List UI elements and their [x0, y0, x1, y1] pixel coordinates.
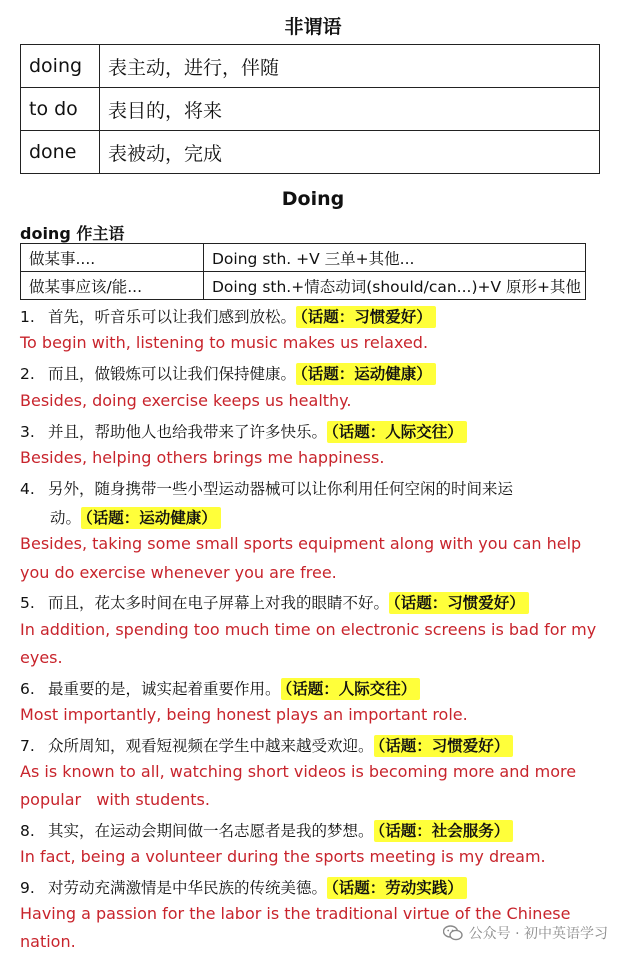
example-zh	[20, 362, 436, 384]
example-zh	[20, 305, 436, 327]
example-en: In fact, being a volunteer during the sports meeting is my dream.	[20, 847, 546, 866]
example-en: Most importantly, being honest plays an important role.	[20, 705, 468, 724]
wechat-icon	[443, 925, 463, 941]
example-en: As is known to all, watching short videos is becoming more and more	[20, 762, 577, 781]
example-zh	[20, 591, 529, 613]
table-cell-zh: 做某事应该/能...	[21, 272, 204, 300]
example-zh-text: 首先，听音乐可以让我们感到放松。	[48, 308, 297, 326]
table-row	[21, 131, 600, 174]
example-number: 5.	[20, 594, 35, 612]
example-en: you do exercise whenever you are free.	[20, 563, 337, 582]
topic-tag: （话题：运动健康）	[296, 363, 436, 385]
example-zh-text: 而且，花太多时间在电子屏幕上对我的眼睛不好。	[48, 594, 390, 612]
table-cell-meaning: 表被动，完成	[100, 131, 600, 174]
table-cell-zh: 做某事....	[21, 244, 204, 272]
topic-tag: （话题：习惯爱好）	[374, 735, 514, 757]
table-cell-form: done	[21, 131, 100, 174]
example-number: 8.	[20, 822, 35, 840]
table-row	[21, 88, 600, 131]
example-zh-text: 众所周知，观看短视频在学生中越来越受欢迎。	[48, 737, 374, 755]
example-zh	[20, 876, 467, 898]
topic-tag: （话题：习惯爱好）	[389, 592, 529, 614]
example-number: 7.	[20, 737, 35, 755]
page-title: 非谓语	[284, 16, 342, 38]
example-zh	[20, 420, 467, 442]
example-zh-text: 并且，帮助他人也给我带来了许多快乐。	[48, 423, 328, 441]
example-zh-text: 其实，在运动会期间做一名志愿者是我的梦想。	[48, 822, 374, 840]
example-en: Besides, doing exercise keeps us healthy.	[20, 391, 352, 410]
example-number: 3.	[20, 423, 35, 441]
topic-tag: （话题：习惯爱好）	[296, 306, 436, 328]
example-number: 4.	[20, 480, 35, 498]
topic-tag: （话题：社会服务）	[374, 820, 514, 842]
topic-tag: （话题：劳动实践）	[327, 877, 467, 899]
topic-tag: （话题：人际交往）	[281, 678, 421, 700]
example-zh-text: 而且，做锻炼可以让我们保持健康。	[48, 365, 297, 383]
example-number: 6.	[20, 680, 35, 698]
watermark-text: 公众号 · 初中英语学习	[468, 926, 608, 942]
table-cell-form: to do	[21, 88, 100, 131]
topic-tag: （话题：人际交往）	[327, 421, 467, 443]
table-row	[21, 45, 600, 88]
example-en: nation.	[20, 932, 76, 951]
example-zh	[20, 819, 513, 841]
example-en: Besides, helping others brings me happiness.	[20, 448, 385, 467]
example-number: 9.	[20, 879, 35, 897]
example-zh-text: 另外，随身携带一些小型运动器械可以让你利用任何空闲的时间来运	[48, 480, 514, 498]
example-zh-continued	[20, 506, 221, 528]
example-zh	[20, 477, 513, 499]
nonfinite-verbs-table	[20, 44, 600, 174]
example-en: Besides, taking some small sports equipment along with you can help	[20, 534, 582, 553]
example-zh-text: 动。	[50, 509, 82, 527]
example-zh-text: 最重要的是，诚实起着重要作用。	[48, 680, 281, 698]
example-zh	[20, 677, 420, 699]
example-en: Having a passion for the labor is the traditional virtue of the Chinese	[20, 904, 571, 923]
table-cell-pattern: Doing sth.+情态动词(should/can...)+V 原形+其他	[204, 272, 586, 300]
example-zh	[20, 734, 513, 756]
table-cell-meaning: 表主动，进行，伴随	[100, 45, 600, 88]
watermark	[443, 923, 608, 943]
doing-subject-table	[20, 243, 586, 300]
example-number: 1.	[20, 308, 35, 326]
topic-tag: （话题：运动健康）	[81, 507, 221, 529]
table-cell-meaning: 表目的，将来	[100, 88, 600, 131]
example-zh-text: 对劳动充满激情是中华民族的传统美德。	[48, 879, 328, 897]
example-en: To begin with, listening to music makes us relaxed.	[20, 333, 429, 352]
example-en: In addition, spending too much time on electronic screens is bad for my	[20, 620, 597, 639]
example-number: 2.	[20, 365, 35, 383]
table-cell-pattern: Doing sth. +V 三单+其他...	[204, 244, 586, 272]
table-cell-form: doing	[21, 45, 100, 88]
example-en: popular with students.	[20, 790, 210, 809]
subheading: doing 作主语	[20, 224, 125, 243]
table-row	[21, 244, 586, 272]
section-title: Doing	[281, 188, 345, 210]
table-row	[21, 272, 586, 300]
example-en: eyes.	[20, 648, 63, 667]
